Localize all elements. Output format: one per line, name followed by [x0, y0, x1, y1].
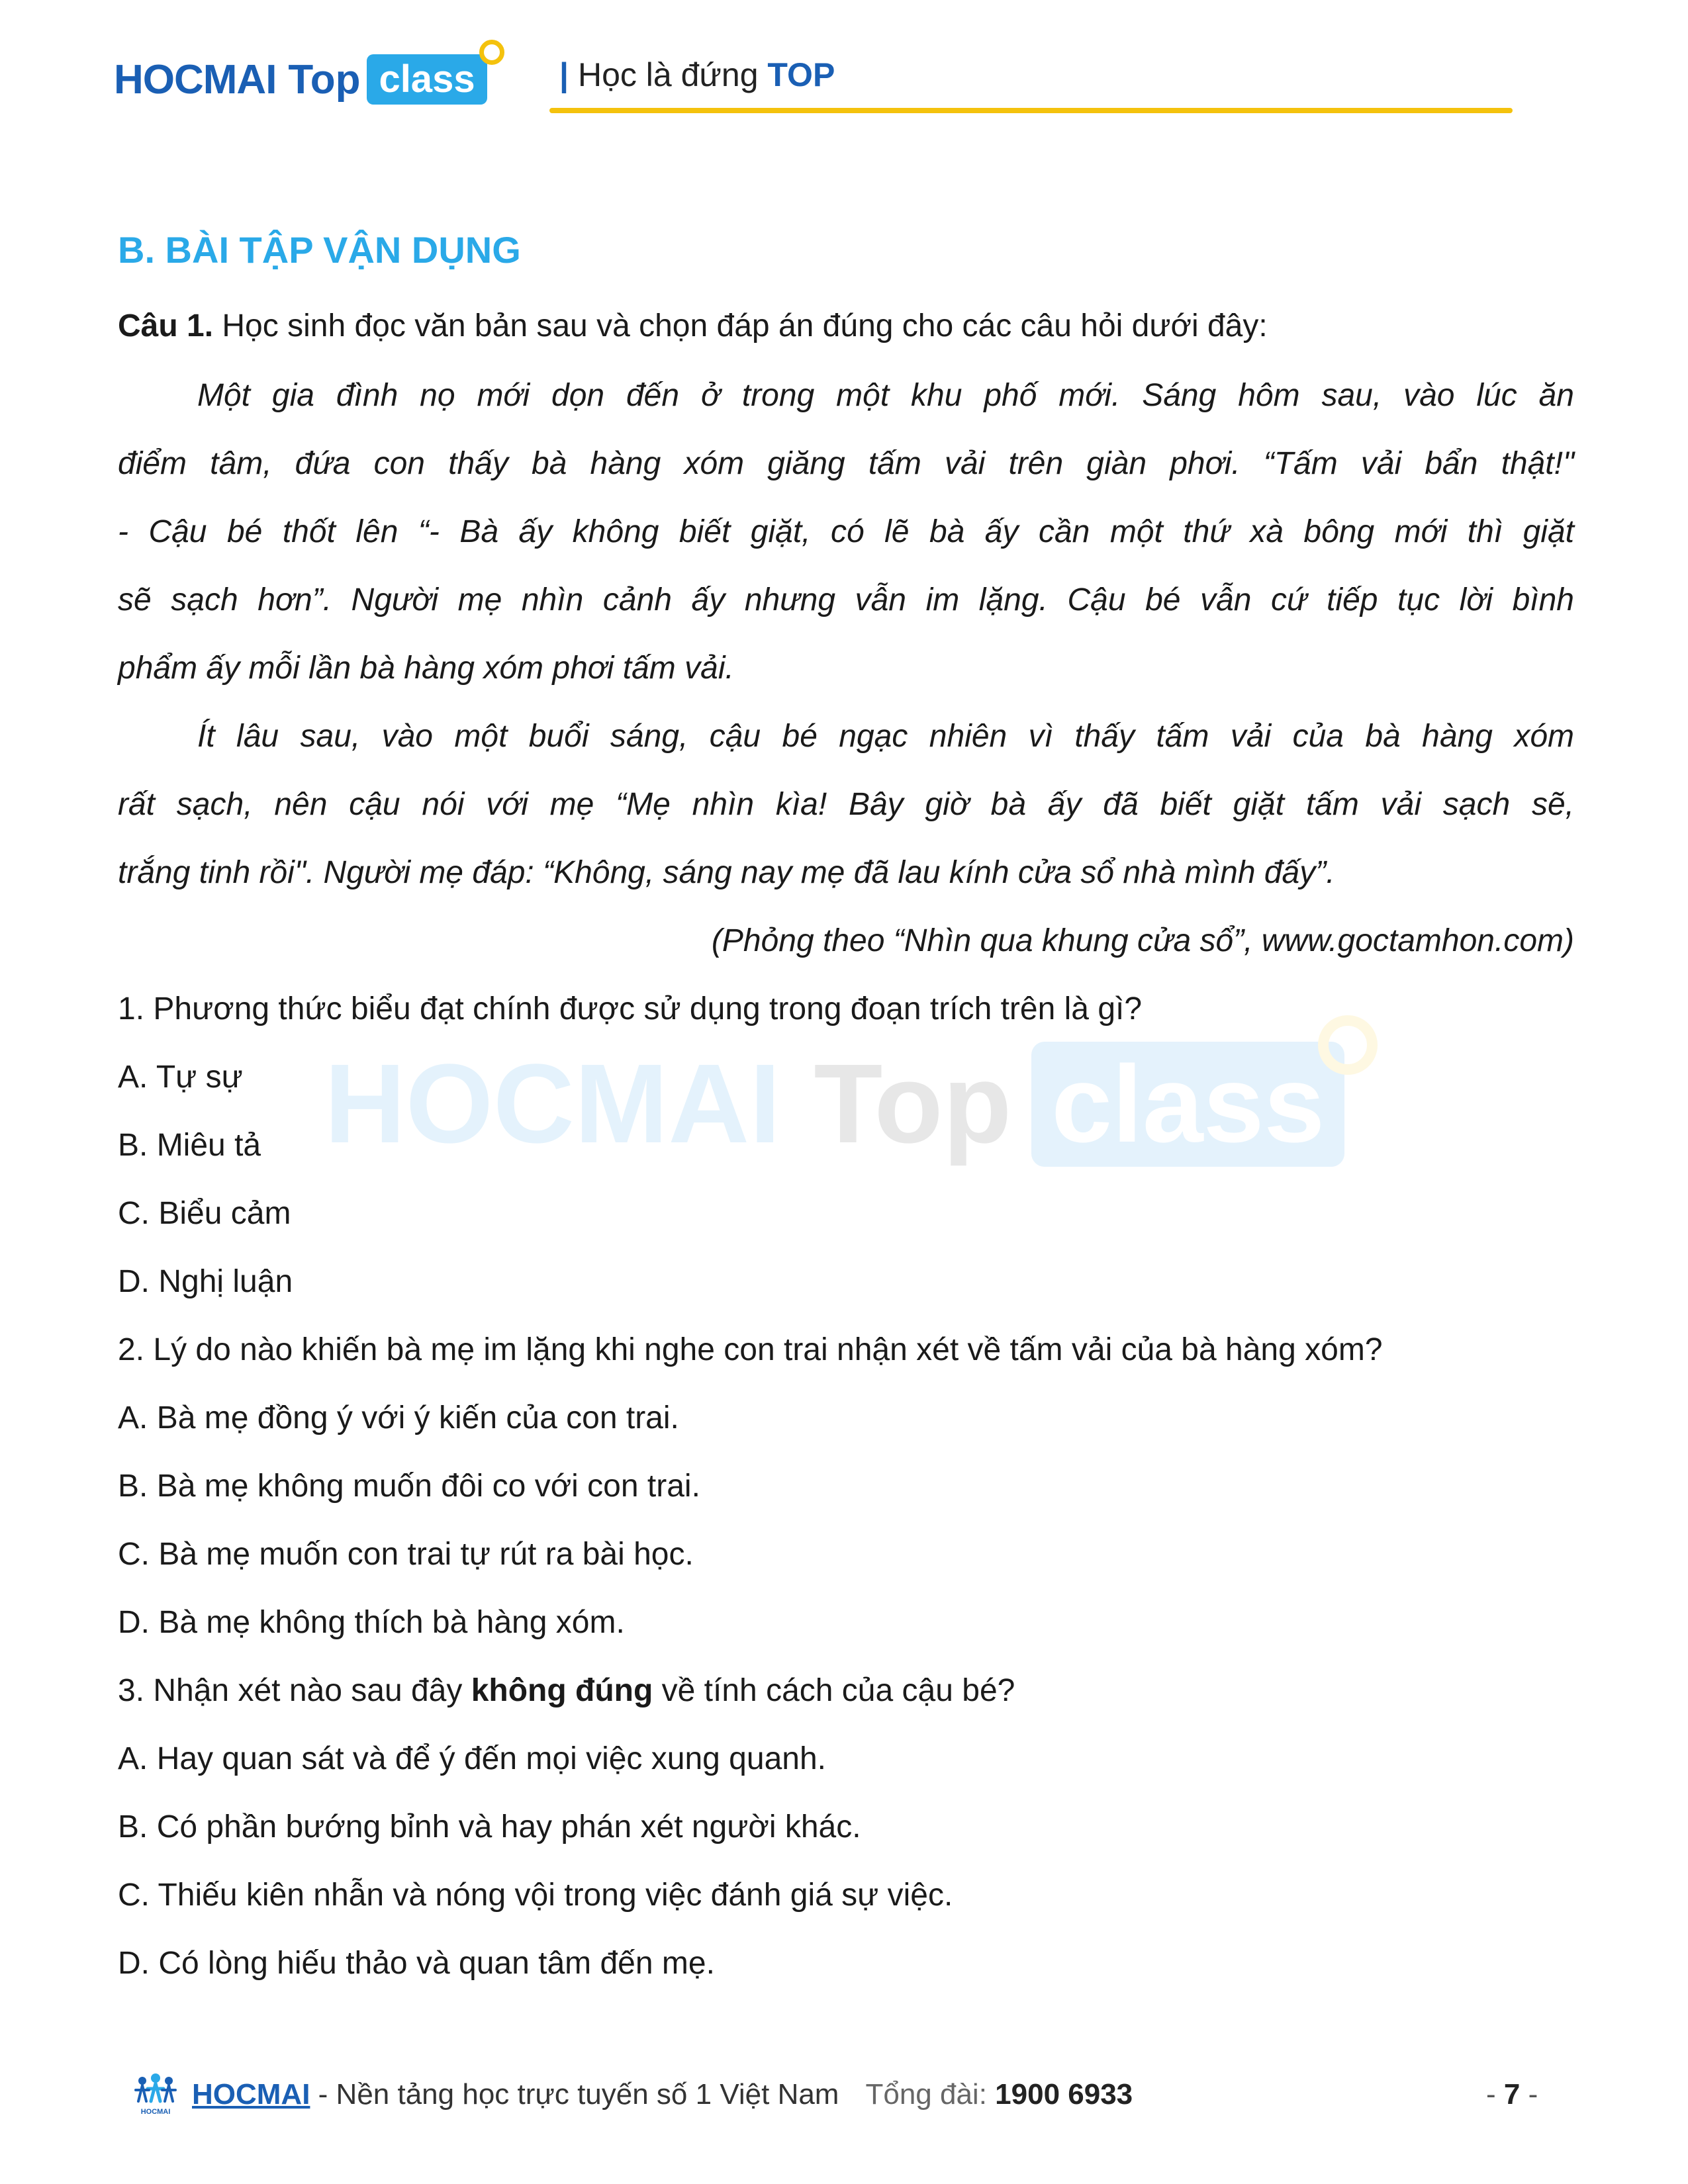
passage-line: Một gia đình nọ mới dọn đến ở trong một khu phố mới. Sáng hôm sau, vào lúc ăn — [197, 378, 1574, 413]
page-number-value: 7 — [1503, 2078, 1521, 2111]
option-1c[interactable]: C. Biểu cảm — [118, 1196, 291, 1231]
slogan-text: Học là đứng — [578, 56, 759, 93]
passage-source: (Phỏng theo “Nhìn qua khung cửa sổ”, www.goctamhon.com) — [711, 923, 1574, 958]
logo-hocmai-text: HOCMAI — [114, 56, 277, 103]
passage-line: Ít lâu sau, vào một buổi sáng, cậu bé ngạc nhiên vì thấy tấm vải của bà hàng xóm — [197, 719, 1574, 754]
sub-question-3-emphasis: không đúng — [471, 1673, 653, 1708]
hocmai-topclass-logo — [114, 46, 487, 113]
sub-question-3-prefix: 3. Nhận xét nào sau đây — [118, 1673, 471, 1708]
watermark-top: Top — [814, 1041, 1012, 1167]
option-3d[interactable]: D. Có lòng hiếu thảo và quan tâm đến mẹ. — [118, 1946, 715, 1981]
sub-question-1: 1. Phương thức biểu đạt chính được sử dụng trong đoạn trích trên là gì? — [118, 991, 1143, 1026]
logo-top-text: Top — [288, 56, 361, 103]
question-1-instruction: Học sinh đọc văn bản sau và chọn đáp án đúng cho các câu hỏi dưới đây: — [222, 308, 1268, 343]
option-2a[interactable]: A. Bà mẹ đồng ý với ý kiến của con trai. — [118, 1400, 679, 1435]
footer-icon-label: HOCMAI — [140, 2108, 171, 2116]
option-3b[interactable]: B. Có phần bướng bỉnh và hay phán xét người khác. — [118, 1809, 861, 1844]
footer-hotline-number: 1900 6933 — [995, 2078, 1133, 2111]
question-1-label: Câu 1. — [118, 308, 214, 343]
option-3a[interactable]: A. Hay quan sát và để ý đến mọi việc xung quanh. — [118, 1741, 826, 1776]
option-2d[interactable]: D. Bà mẹ không thích bà hàng xóm. — [118, 1605, 625, 1640]
section-title: B. BÀI TẬP VẬN DỤNG — [118, 229, 521, 271]
page-number-prefix: - — [1486, 2078, 1504, 2111]
slogan-divider: | — [559, 56, 569, 93]
hocmai-people-icon — [129, 2071, 182, 2118]
passage-line: phẩm ấy mỗi lần bà hàng xóm phơi tấm vải. — [118, 651, 734, 686]
option-1d[interactable]: D. Nghị luận — [118, 1264, 293, 1299]
watermark-class: class — [1051, 1042, 1325, 1165]
logo-class-badge — [367, 54, 487, 105]
page-number-suffix: - — [1520, 2078, 1538, 2111]
option-1a[interactable]: A. Tự sự — [118, 1060, 243, 1095]
option-1b[interactable]: B. Miêu tả — [118, 1128, 261, 1163]
sub-question-3 — [118, 1671, 1574, 1711]
header-divider — [549, 108, 1513, 113]
page-number — [1486, 2078, 1538, 2111]
footer-hotline-label: Tổng đài: — [865, 2078, 996, 2111]
passage-line: điểm tâm, đứa con thấy bà hàng xóm giăng tấm vải trên giàn phơi. “Tấm vải bẩn thật!" — [118, 446, 1574, 481]
passage-line: rất sạch, nên cậu nói với mẹ “Mẹ nhìn kìa! Bây giờ bà ấy đã biết giặt tấm vải sạch sẽ, — [118, 787, 1574, 822]
footer-tagline: - Nền tảng học trực tuyến số 1 Việt Nam — [310, 2078, 839, 2111]
question-1-instruction-line — [118, 306, 1574, 346]
header-slogan — [559, 56, 835, 94]
watermark-hocmai: HOCMAI — [324, 1041, 781, 1167]
option-3c[interactable]: C. Thiếu kiên nhẫn và nóng vội trong việc đánh giá sự việc. — [118, 1878, 953, 1913]
passage-line: trắng tinh rồi". Người mẹ đáp: “Không, sáng nay mẹ đã lau kính cửa sổ nhà mình đấy”. — [118, 855, 1335, 890]
option-2c[interactable]: C. Bà mẹ muốn con trai tự rút ra bài học. — [118, 1537, 694, 1572]
sub-question-2: 2. Lý do nào khiến bà mẹ im lặng khi nghe con trai nhận xét về tấm vải của bà hàng xóm? — [118, 1332, 1383, 1367]
footer-text — [192, 2078, 1133, 2111]
sub-question-3-suffix: về tính cách của cậu bé? — [653, 1673, 1015, 1708]
passage-line: - Cậu bé thốt lên “- Bà ấy không biết giặt, có lẽ bà ấy cần một thứ xà bông mới thì giặt — [118, 514, 1574, 549]
option-2b[interactable]: B. Bà mẹ không muốn đôi co với con trai. — [118, 1469, 700, 1504]
slogan-strong: TOP — [767, 56, 835, 93]
passage-line: sẽ sạch hơn”. Người mẹ nhìn cảnh ấy nhưng vẫn im lặng. Cậu bé vẫn cứ tiếp tục lời bình — [118, 582, 1574, 617]
footer-brand-link[interactable]: HOCMAI — [192, 2078, 310, 2111]
gear-icon — [479, 40, 504, 65]
logo-class-text: class — [379, 58, 475, 101]
